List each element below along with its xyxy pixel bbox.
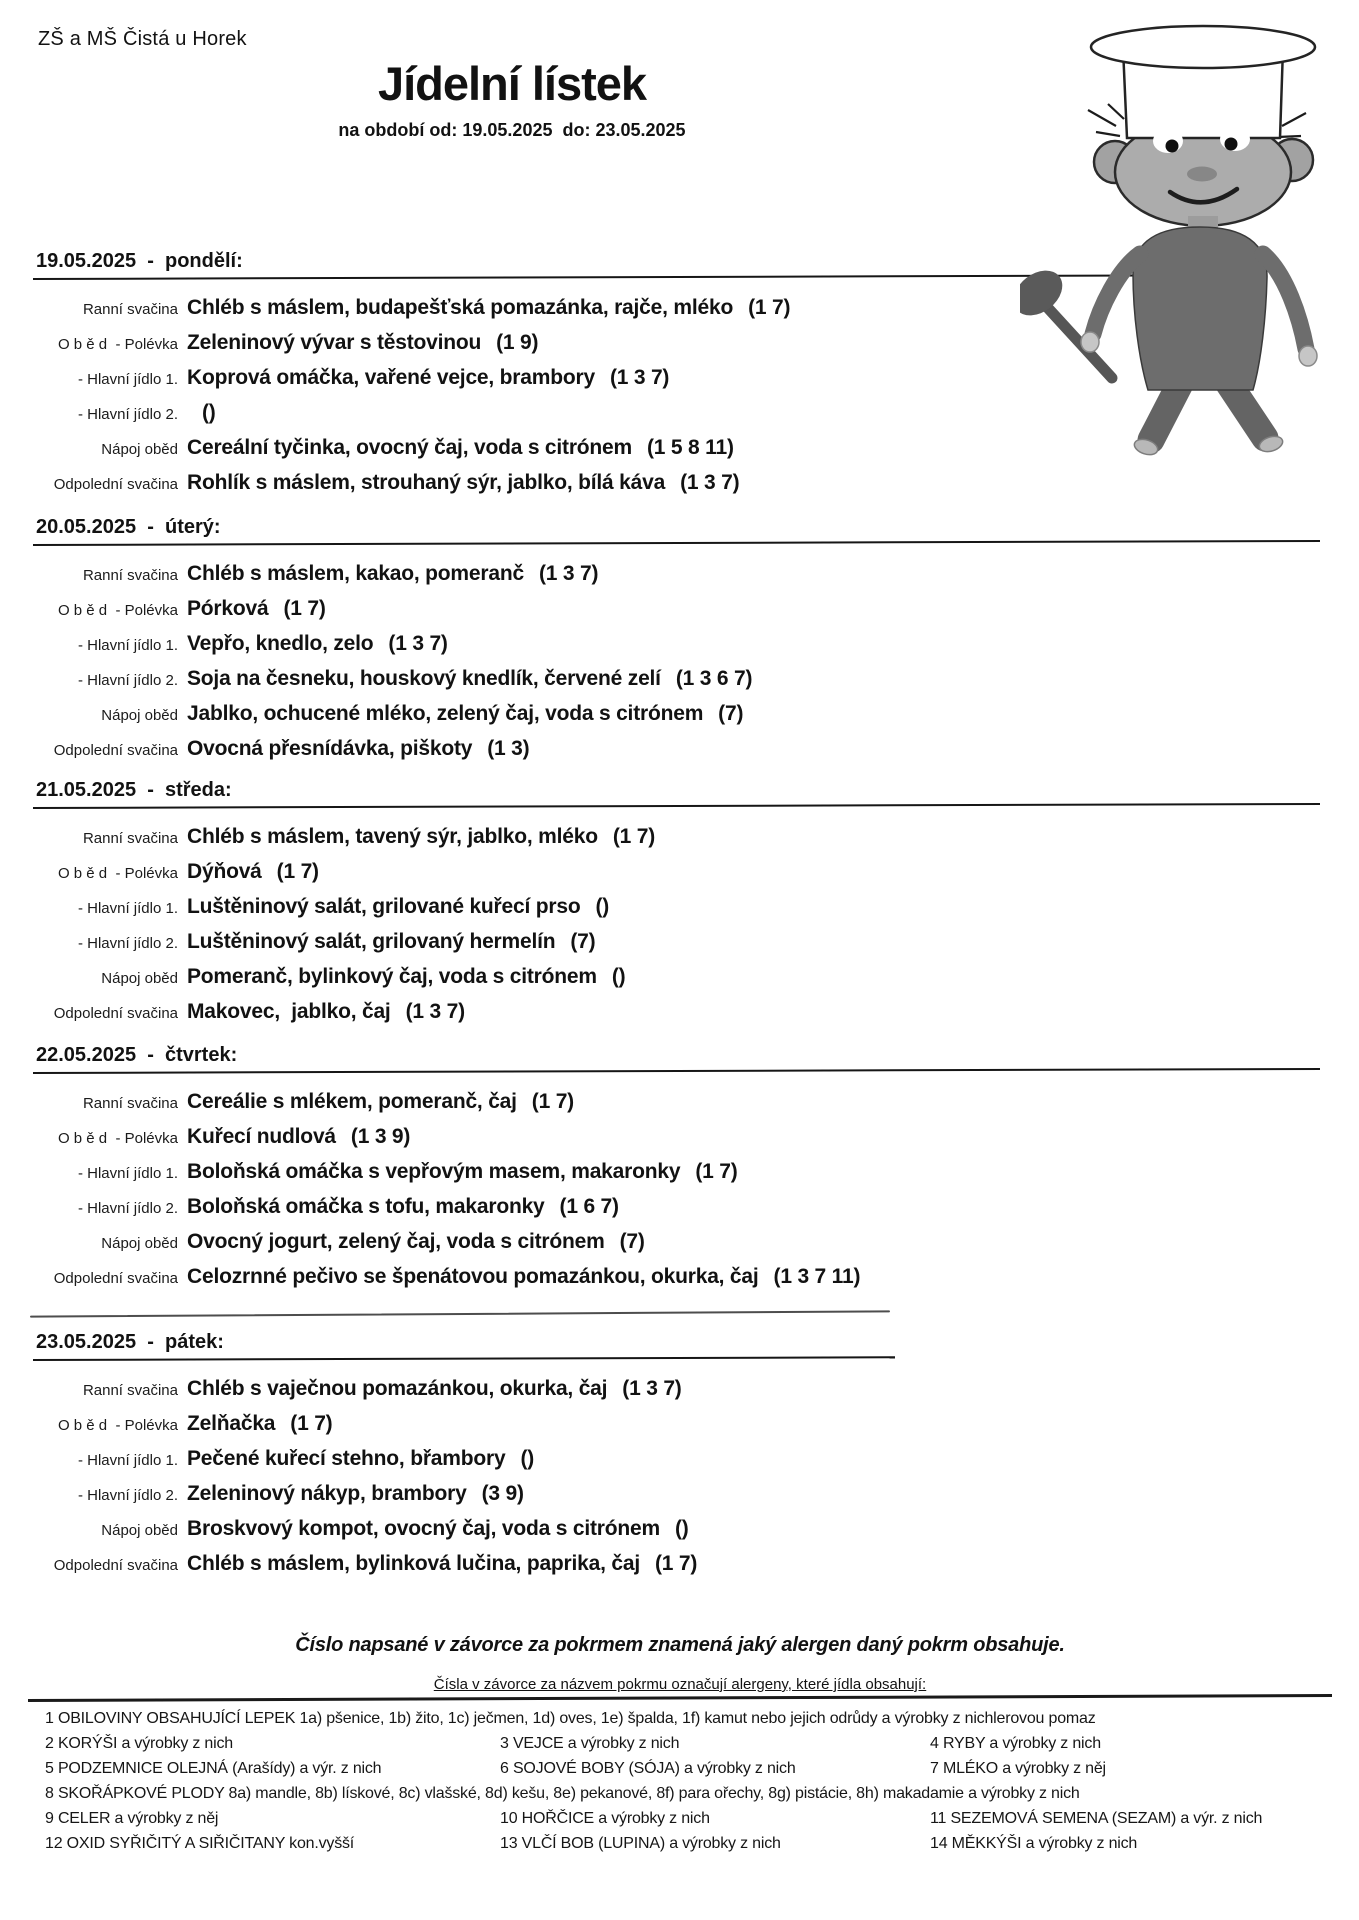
meal-category-label: - Hlavní jídlo 2. [77,406,178,423]
meal-category-label: Odpolední svačina [53,476,178,493]
legend-item: 4 RYBY a výrobky z nich [930,1735,1101,1752]
legend-row [30,1810,1355,1835]
meal-row [36,597,1346,621]
meal-allergens: (1 3 9) [350,1125,411,1148]
meal-item-text: Chléb s máslem, budapešťská pomazánka, rajče, mléko [187,296,734,319]
meal-item-text: Cereální tyčinka, ovocný čaj, voda s citrónem [187,436,633,459]
meal-item-text: Cereálie s mlékem, pomeranč, čaj [187,1090,517,1113]
legend-item: 11 SEZEMOVÁ SEMENA (SEZAM) a výr. z nich [930,1810,1263,1827]
meal-allergens: (7) [718,702,744,725]
meal-category-label: Ranní svačina [82,301,178,318]
meal-category-label: O b ě d - Polévka [57,602,178,619]
meal-allergens: (1 3 7) [405,1000,465,1023]
meal-category-label: - Hlavní jídlo 1. [77,900,178,917]
meal-category-label: - Hlavní jídlo 1. [77,1165,178,1182]
meal-item-text: Vepřo, knedlo, zelo [187,632,374,655]
meal-category-label: Odpolední svačina [53,1557,178,1574]
meal-row [36,1125,1346,1149]
meal-category-label: Nápoj oběd [101,441,178,458]
meal-item-text: Chléb s máslem, bylinková lučina, paprika, čaj [187,1552,640,1575]
hand [1081,332,1099,352]
meal-row [36,632,1346,656]
meal-item-text: Celozrnné pečivo se špenátovou pomazánkou, okurka, čaj [187,1265,759,1288]
meal-item-text: Ovocný jogurt, zelený čaj, voda s citrónem [187,1230,605,1253]
school-name: ZŠ a MŠ Čistá u Horek [38,28,247,50]
pupil [1166,140,1179,153]
meal-allergens: (1 9) [496,331,539,354]
meal-allergens: (1 3 7) [609,366,670,389]
meal-category-label: O b ě d - Polévka [57,1417,178,1434]
meal-allergens: (1 3 6 7) [675,667,753,690]
meal-allergens: () [595,895,610,918]
meal-item-text: Chléb s máslem, tavený sýr, jablko, mléko [187,825,598,848]
meal-allergens: (1 3) [487,737,530,760]
arm [1263,254,1306,349]
meal-allergens: (1 5 8 11) [647,436,734,459]
day-header: 22.05.2025 - čtvrtek: [36,1044,238,1066]
meal-allergens: () [202,401,216,424]
legend-item: 7 MLÉKO a výrobky z něj [930,1760,1106,1777]
meal-category-label: O b ě d - Polévka [57,1130,178,1147]
legend-item: 8 SKOŘÁPKOVÉ PLODY 8a) mandle, 8b) lískové, 8c) vlašské, 8d) kešu, 8e) pekanové, 8f) para ořechy, 8g) pistácie, 8h) makadamie a výrobky z nich [45,1785,1080,1802]
meal-row [36,562,1346,586]
spoon-bowl [1020,261,1071,324]
meal-allergens: (1 7) [748,296,791,319]
meal-category-label: - Hlavní jídlo 2. [77,1200,178,1217]
meal-row [36,1090,1346,1114]
day-header-underline [33,1068,1320,1074]
meal-category-label: Nápoj oběd [101,970,178,987]
meal-item-text: Chléb s vaječnou pomazánkou, okurka, čaj [187,1377,608,1400]
meal-allergens: (3 9) [481,1482,524,1505]
meal-allergens: () [611,965,626,988]
footer-divider-line [28,1694,1332,1702]
meal-category-label: Ranní svačina [82,567,178,584]
meal-row [36,1230,1346,1254]
meal-item-text: Pórková [187,597,269,620]
meal-category-label: - Hlavní jídlo 1. [77,371,178,388]
legend-row [30,1835,1355,1860]
meal-allergens: (1 6 7) [559,1195,619,1218]
meal-allergens: (1 3 7) [680,471,740,494]
legend-item: 10 HOŘČICE a výrobky z nich [500,1810,710,1827]
meal-category-label: Nápoj oběd [101,1235,178,1252]
nose [1187,167,1217,182]
meal-row [36,1552,1346,1576]
meal-row [36,1517,1346,1541]
meal-item-text: Rohlík s máslem, strouhaný sýr, jablko, bílá káva [187,471,666,494]
meal-row [36,1160,1346,1184]
hand [1299,346,1317,366]
legend-item: 13 VLČÍ BOB (LUPINA) a výrobky z nich [500,1835,781,1852]
meal-item-text: Ovocná přesnídávka, piškoty [187,737,473,760]
meal-category-label: Odpolední svačina [53,1005,178,1022]
legend-item: 9 CELER a výrobky z něj [45,1810,219,1827]
meal-row [36,1447,1346,1471]
meal-item-text: Soja na česneku, houskový knedlík, červené zelí [187,667,661,690]
meal-category-label: - Hlavní jídlo 2. [77,935,178,952]
day-header: 21.05.2025 - středa: [36,779,232,801]
legend-item: 12 OXID SYŘIČITÝ A SIŘIČITANY kon.vyšší [45,1835,355,1852]
meal-item-text: Zeleninový vývar s těstovinou [187,331,482,354]
legend-item: 1 OBILOVINY OBSAHUJÍCÍ LEPEK 1a) pšenice, 1b) žito, 1c) ječmen, 1d) oves, 1e) špalda, 1f) kamut nebo jejich odrůdy a výrobky z nichlerovou pomaz [45,1710,1096,1727]
legend-row [30,1760,1355,1785]
meal-allergens: (1 7) [695,1160,738,1183]
meal-item-text: Luštěninový salát, grilované kuřecí prso [187,895,581,918]
meal-allergens: (7) [619,1230,645,1253]
meal-item-text: Pečené kuřecí stehno, břambory [187,1447,506,1470]
meal-item-text: Kuřecí nudlová [187,1125,336,1148]
meal-category-label: - Hlavní jídlo 2. [77,672,178,689]
meal-row [36,471,1346,495]
meal-allergens: (1 3 7 11) [773,1265,861,1288]
legend-item: 6 SOJOVÉ BOBY (SÓJA) a výrobky z nich [500,1760,796,1777]
meal-item-text: Zeleninový nákyp, brambory [187,1482,467,1505]
meal-item-text: Boloňská omáčka s vepřovým masem, makaronky [187,1160,681,1183]
meal-row [36,860,1346,884]
allergen-note-bold: Číslo napsané v závorce za pokrmem znamená jaký alergen daný pokrm obsahuje. [295,1634,1065,1656]
meal-item-text: Makovec, jablko, čaj [187,1000,391,1023]
meal-category-label: Ranní svačina [82,830,178,847]
legend-item: 3 VEJCE a výrobky z nich [500,1735,680,1752]
section-divider-line [30,1310,890,1317]
meal-allergens: (1 7) [531,1090,574,1113]
pupil [1225,138,1238,151]
chef-hat-brim [1091,26,1315,68]
meal-allergens: (1 7) [655,1552,698,1575]
meal-row [36,965,1346,989]
meal-row [36,895,1346,919]
meal-category-label: O b ě d - Polévka [57,865,178,882]
meal-category-label: - Hlavní jídlo 1. [77,637,178,654]
meal-item-text: Chléb s máslem, kakao, pomeranč [187,562,524,585]
meal-item-text: Broskvový kompot, ovocný čaj, voda s citrónem [187,1517,660,1540]
legend-row [30,1735,1355,1760]
legend-item: 2 KORÝŠI a výrobky z nich [45,1735,233,1752]
meal-item-text: Dýňová [187,860,262,883]
meal-category-label: Ranní svačina [82,1382,178,1399]
day-header: 23.05.2025 - pátek: [36,1331,224,1353]
day-header-underline [33,1356,895,1361]
meal-row [36,737,1346,761]
meal-category-label: O b ě d - Polévka [57,336,178,353]
meal-allergens: (1 7) [283,597,326,620]
meal-category-label: Nápoj oběd [101,707,178,724]
day-header: 19.05.2025 - pondělí: [36,250,243,272]
meal-row [36,667,1346,691]
meal-row [36,1412,1346,1436]
day-header: 20.05.2025 - úterý: [36,516,221,538]
meal-category-label: Ranní svačina [82,1095,178,1112]
meal-allergens: (7) [570,930,596,953]
meal-allergens: (1 3 7) [388,632,448,655]
meal-allergens: (1 7) [612,825,656,848]
legend-item: 14 MĚKKÝŠI a výrobky z nich [930,1835,1138,1852]
meal-row [36,1195,1346,1219]
meal-row [36,702,1346,726]
legend-row [30,1710,1355,1735]
meal-category-label: - Hlavní jídlo 2. [77,1487,178,1504]
day-header-underline [33,540,1320,546]
meal-row [36,1265,1346,1289]
meal-allergens: () [520,1447,535,1470]
meal-row [36,1377,1346,1401]
meal-allergens: (1 7) [276,860,319,883]
meal-item-text: Pomeranč, bylinkový čaj, voda s citrónem [187,965,597,988]
meal-row [36,1000,1346,1024]
meal-row [36,1482,1346,1506]
torso [1133,227,1267,390]
meal-item-text: Zelňačka [187,1412,276,1435]
meal-category-label: - Hlavní jídlo 1. [77,1452,178,1469]
page-title: Jídelní lístek [377,57,647,110]
title-block [0,56,1024,141]
meal-item-text: Jablko, ochucené mléko, zelený čaj, voda s citrónem [187,702,704,725]
meal-category-label: Odpolední svačina [53,742,178,759]
meal-allergens: (1 3 7) [622,1377,682,1400]
day-header-underline [33,803,1320,809]
period-subtitle: na období od: 19.05.2025 do: 23.05.2025 [338,120,686,140]
legend-row [30,1785,1355,1810]
meal-allergens: (1 3 7) [538,562,599,585]
meal-category-label: Odpolední svačina [53,1270,178,1287]
allergen-note-underlined: Čísla v závorce za názvem pokrmu označují alergeny, které jídla obsahují: [433,1676,927,1693]
meal-item-text: Koprová omáčka, vařené vejce, brambory [187,366,595,389]
meal-allergens: () [675,1517,689,1540]
meal-item-text: Luštěninový salát, grilovaný hermelín [187,930,556,953]
meal-item-text: Boloňská omáčka s tofu, makaronky [187,1195,545,1218]
legend-item: 5 PODZEMNICE OLEJNÁ (Arašídy) a výr. z nich [45,1760,382,1777]
meal-row [36,825,1346,849]
meal-allergens: (1 7) [290,1412,333,1435]
meal-row [36,930,1346,954]
meal-category-label: Nápoj oběd [101,1522,178,1539]
chef-boy-illustration [1020,12,1330,457]
